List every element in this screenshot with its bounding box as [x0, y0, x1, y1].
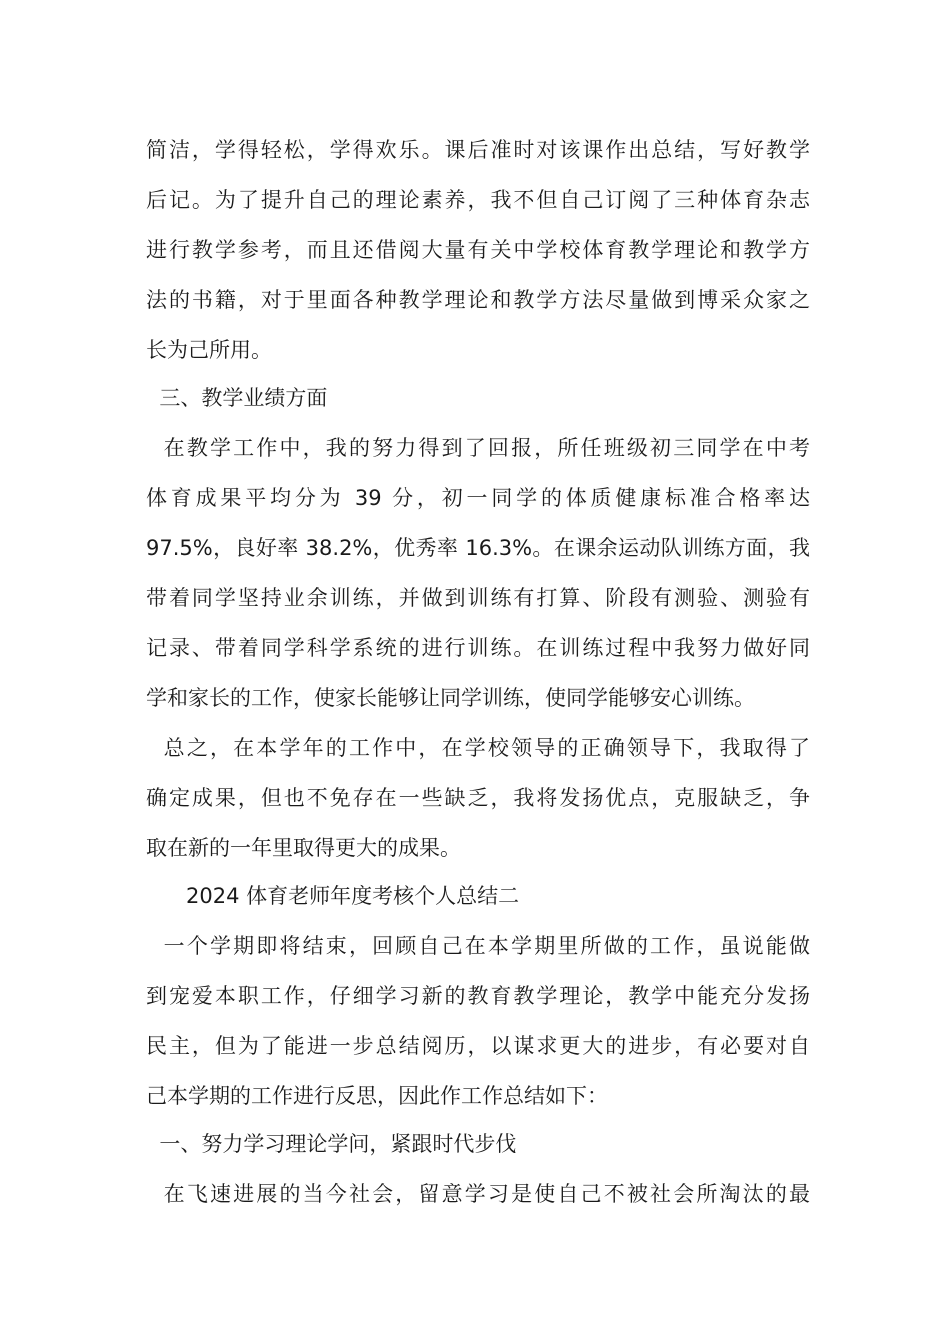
text-line: 97.5%，良好率 38.2%，优秀率 16.3%。在课余运动队训练方面，我 — [146, 536, 810, 560]
text-line: 到宠爱本职工作，仔细学习新的教育教学理论，教学中能充分发扬 — [146, 984, 810, 1008]
text-line: 一个学期即将结束，回顾自己在本学期里所做的工作，虽说能做 — [146, 934, 810, 958]
text-line: 在飞速进展的当今社会，留意学习是使自己不被社会所淘汰的最 — [146, 1182, 810, 1206]
text-line: 总之，在本学年的工作中，在学校领导的正确领导下，我取得了 — [146, 736, 810, 760]
text-line: 进行教学参考，而且还借阅大量有关中学校体育教学理论和教学方 — [146, 238, 810, 262]
text-line: 法的书籍，对于里面各种教学理论和教学方法尽量做到博采众家之 — [146, 288, 810, 312]
text-line: 体育成果平均分为 39 分，初一同学的体质健康标准合格率达 — [146, 486, 810, 510]
text-line: 学和家长的工作，使家长能够让同学训练，使同学能够安心训练。 — [146, 686, 755, 710]
section-heading: 一、努力学习理论学问，紧跟时代步伐 — [146, 1132, 517, 1156]
text-line: 长为己所用。 — [146, 338, 272, 362]
text-line: 取在新的一年里取得更大的成果。 — [146, 836, 461, 860]
text-line: 确定成果，但也不免存在一些缺乏，我将发扬优点，克服缺乏，争 — [146, 786, 810, 810]
section-heading: 三、教学业绩方面 — [146, 386, 328, 410]
text-line: 简洁，学得轻松，学得欢乐。课后准时对该课作出总结，写好教学 — [146, 138, 810, 162]
text-line: 民主，但为了能进一步总结阅历，以谋求更大的进步，有必要对自 — [146, 1034, 810, 1058]
text-line: 己本学期的工作进行反思，因此作工作总结如下： — [146, 1084, 608, 1108]
document-subtitle: 2024 体育老师年度考核个人总结二 — [146, 884, 520, 908]
text-line: 记录、带着同学科学系统的进行训练。在训练过程中我努力做好同 — [146, 636, 810, 660]
text-line: 带着同学坚持业余训练，并做到训练有打算、阶段有测验、测验有 — [146, 586, 810, 610]
text-line: 后记。为了提升自己的理论素养，我不但自己订阅了三种体育杂志 — [146, 188, 810, 212]
text-line: 在教学工作中，我的努力得到了回报，所任班级初三同学在中考 — [146, 436, 810, 460]
